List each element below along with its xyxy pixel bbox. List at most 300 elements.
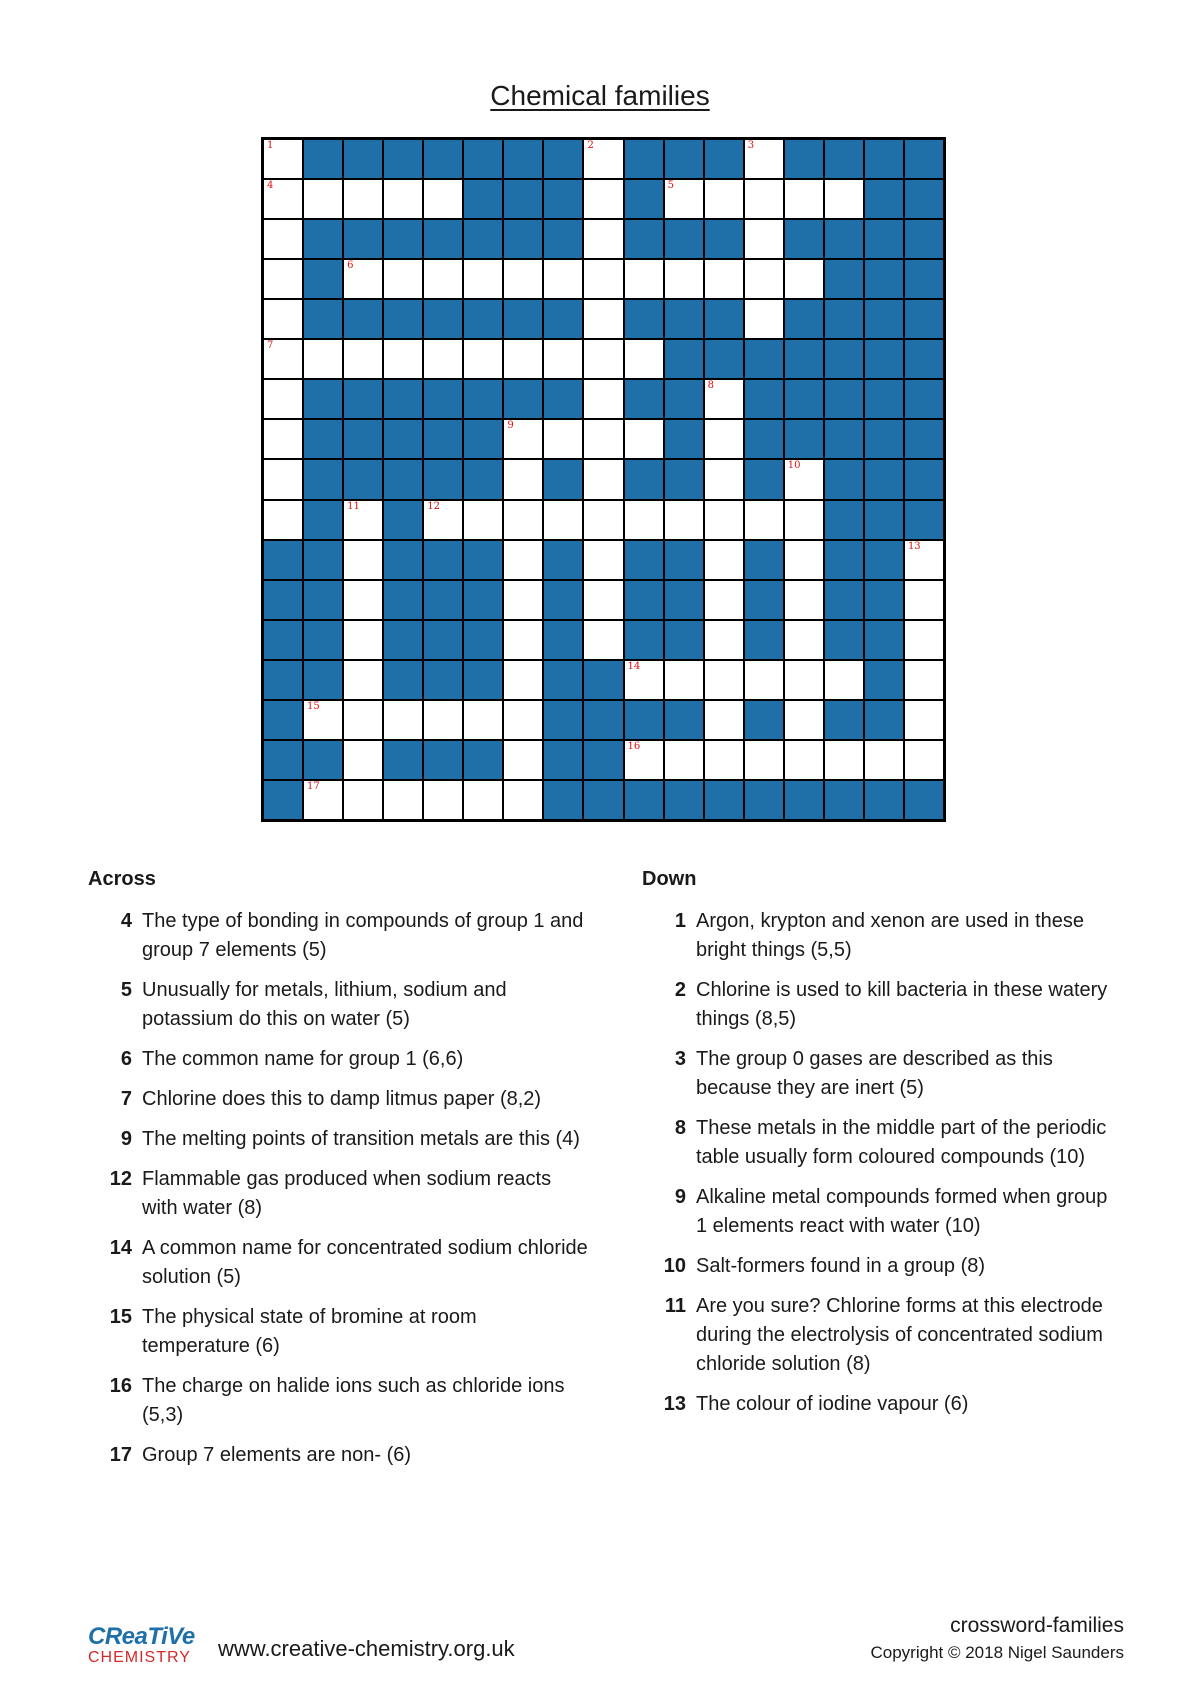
clue-number-label: 10 (787, 460, 801, 472)
grid-cell-filled (904, 299, 944, 339)
grid-cell-filled (824, 780, 864, 820)
grid-cell-filled (864, 700, 904, 740)
across-clue (88, 1372, 588, 1430)
worksheet-code: crossword-families (950, 1614, 1124, 1637)
clue-number-label: 11 (347, 500, 360, 512)
grid-cell-empty[interactable] (704, 419, 744, 459)
page-title: Chemical families (490, 80, 710, 111)
grid-cell-empty[interactable] (704, 540, 744, 580)
grid-cell-empty[interactable] (904, 700, 944, 740)
grid-cell-empty[interactable] (744, 299, 784, 339)
down-clues (642, 868, 1122, 1430)
grid-cell-empty[interactable] (263, 379, 303, 419)
clue-number: 16 (109, 1375, 132, 1397)
grid-cell-filled (423, 219, 463, 259)
grid-cell-filled (864, 459, 904, 499)
across-clue (88, 1234, 588, 1292)
grid-cell-empty[interactable] (744, 179, 784, 219)
clue-number-label: 7 (267, 340, 274, 352)
grid-cell-empty[interactable] (664, 259, 704, 299)
clue-number: 3 (674, 1048, 686, 1070)
clue-number-label: 16 (627, 740, 641, 752)
grid-cell-filled (263, 780, 303, 820)
grid-cell-empty[interactable] (784, 700, 824, 740)
grid-cell-filled (744, 540, 784, 580)
grid-cell-filled (303, 580, 343, 620)
clue-number-label: 1 (267, 140, 274, 151)
grid-cell-filled (864, 419, 904, 459)
grid-cell-empty[interactable] (664, 660, 704, 700)
grid-cell-filled (824, 419, 864, 459)
grid-cell-filled (423, 540, 463, 580)
grid-cell-filled (784, 339, 824, 379)
grid-cell-empty[interactable] (263, 419, 303, 459)
crossword-grid[interactable] (261, 137, 946, 822)
grid-cell-empty[interactable] (864, 740, 904, 780)
grid-cell-filled (864, 299, 904, 339)
grid-cell-empty[interactable] (423, 179, 463, 219)
grid-cell-empty[interactable] (583, 379, 623, 419)
grid-cell-empty[interactable] (463, 339, 503, 379)
grid-cell-filled (423, 379, 463, 419)
grid-cell-empty[interactable] (423, 780, 463, 820)
down-clue (642, 1114, 1122, 1172)
grid-cell-empty[interactable] (583, 339, 623, 379)
grid-cell-empty[interactable] (744, 660, 784, 700)
grid-cell-filled (624, 580, 664, 620)
grid-cell-filled (543, 620, 583, 660)
grid-cell-empty[interactable] (744, 500, 784, 540)
grid-cell-filled (583, 780, 623, 820)
grid-cell-empty[interactable] (463, 259, 503, 299)
grid-cell-empty[interactable] (303, 700, 343, 740)
grid-cell-filled (543, 660, 583, 700)
footer-info (870, 1612, 1124, 1666)
grid-cell-empty[interactable] (503, 700, 543, 740)
grid-cell-filled (343, 419, 383, 459)
grid-cell-empty[interactable] (583, 620, 623, 660)
grid-cell-empty[interactable] (824, 660, 864, 700)
grid-cell-empty[interactable] (704, 740, 744, 780)
grid-cell-empty[interactable] (704, 500, 744, 540)
grid-cell-filled (824, 620, 864, 660)
grid-cell-empty[interactable] (263, 259, 303, 299)
grid-cell-empty[interactable] (784, 580, 824, 620)
grid-cell-empty[interactable] (503, 339, 543, 379)
grid-cell-filled (463, 419, 503, 459)
grid-cell-filled (744, 379, 784, 419)
clue-number: 12 (109, 1168, 132, 1190)
grid-cell-empty[interactable] (543, 259, 583, 299)
grid-cell-filled (904, 139, 944, 179)
clue-number-label: 6 (347, 260, 354, 272)
grid-cell-filled (784, 299, 824, 339)
grid-cell-empty[interactable] (343, 540, 383, 580)
across-clue (88, 1125, 588, 1154)
grid-cell-filled (784, 419, 824, 459)
grid-cell-filled (664, 299, 704, 339)
down-clue (642, 1045, 1122, 1103)
across-clue (88, 1303, 588, 1361)
grid-cell-filled (423, 660, 463, 700)
grid-cell-empty[interactable] (784, 179, 824, 219)
grid-cell-empty[interactable] (784, 259, 824, 299)
grid-cell-empty[interactable] (503, 540, 543, 580)
grid-cell-empty[interactable] (664, 740, 704, 780)
grid-cell-filled (664, 780, 704, 820)
grid-cell-filled (543, 540, 583, 580)
grid-cell-filled (904, 379, 944, 419)
down-clue (642, 907, 1122, 965)
clue-text: Argon, krypton and xenon are used in these bright things (5,5) (696, 910, 1085, 961)
grid-cell-empty[interactable] (343, 620, 383, 660)
grid-cell-filled (543, 219, 583, 259)
grid-cell-filled (624, 219, 664, 259)
grid-cell-filled (624, 700, 664, 740)
clue-number-label: 2 (587, 140, 594, 151)
grid-cell-filled (744, 620, 784, 660)
clue-number-label: 15 (307, 700, 320, 712)
grid-cell-filled (704, 219, 744, 259)
clue-number: 7 (120, 1088, 132, 1110)
grid-cell-empty[interactable] (423, 700, 463, 740)
grid-cell-filled (904, 780, 944, 820)
grid-cell-filled (463, 219, 503, 259)
grid-cell-filled (624, 299, 664, 339)
clue-number: 2 (674, 979, 686, 1001)
grid-cell-filled (383, 580, 423, 620)
grid-cell-empty[interactable] (583, 419, 623, 459)
grid-cell-empty[interactable] (303, 780, 343, 820)
grid-cell-empty[interactable] (543, 500, 583, 540)
across-heading: Across (88, 868, 156, 890)
grid-cell-filled (543, 459, 583, 499)
grid-cell-empty[interactable] (583, 179, 623, 219)
grid-cell-filled (263, 620, 303, 660)
clue-number: 14 (109, 1237, 132, 1259)
grid-cell-empty[interactable] (543, 419, 583, 459)
grid-cell-empty[interactable] (744, 139, 784, 179)
grid-cell-filled (303, 660, 343, 700)
grid-cell-filled (824, 259, 864, 299)
grid-cell-filled (383, 459, 423, 499)
grid-cell-empty[interactable] (784, 500, 824, 540)
grid-cell-filled (303, 379, 343, 419)
creative-chemistry-logo (88, 1625, 200, 1667)
across-clue (88, 1045, 588, 1074)
grid-cell-filled (664, 700, 704, 740)
grid-cell-empty[interactable] (904, 660, 944, 700)
grid-cell-filled (303, 259, 343, 299)
grid-cell-empty[interactable] (263, 179, 303, 219)
clue-text: Group 7 elements are non- (6) (142, 1444, 412, 1466)
grid-cell-empty[interactable] (583, 139, 623, 179)
clue-number: 1 (674, 910, 686, 932)
grid-cell-filled (664, 459, 704, 499)
grid-cell-filled (624, 780, 664, 820)
grid-cell-filled (503, 299, 543, 339)
grid-cell-filled (463, 580, 503, 620)
clue-number: 9 (674, 1186, 686, 1208)
across-clue (88, 907, 588, 965)
grid-cell-empty[interactable] (624, 660, 664, 700)
grid-cell-empty[interactable] (383, 780, 423, 820)
grid-cell-filled (343, 459, 383, 499)
grid-cell-empty[interactable] (583, 259, 623, 299)
grid-cell-empty[interactable] (904, 540, 944, 580)
grid-cell-empty[interactable] (463, 700, 503, 740)
grid-cell-empty[interactable] (744, 259, 784, 299)
grid-cell-empty[interactable] (303, 339, 343, 379)
grid-cell-empty[interactable] (383, 339, 423, 379)
clue-number: 13 (663, 1393, 686, 1415)
grid-cell-filled (864, 339, 904, 379)
grid-cell-empty[interactable] (704, 700, 744, 740)
grid-cell-filled (664, 139, 704, 179)
grid-cell-empty[interactable] (704, 459, 744, 499)
grid-cell-empty[interactable] (624, 419, 664, 459)
grid-cell-empty[interactable] (664, 500, 704, 540)
grid-cell-filled (503, 219, 543, 259)
grid-cell-filled (824, 459, 864, 499)
grid-cell-filled (624, 459, 664, 499)
grid-cell-filled (503, 379, 543, 419)
grid-cell-empty[interactable] (704, 179, 744, 219)
grid-cell-filled (904, 419, 944, 459)
grid-cell-filled (664, 580, 704, 620)
grid-cell-empty[interactable] (664, 179, 704, 219)
grid-cell-filled (824, 139, 864, 179)
grid-cell-filled (463, 379, 503, 419)
grid-cell-empty[interactable] (423, 500, 463, 540)
grid-cell-filled (744, 700, 784, 740)
grid-cell-filled (904, 339, 944, 379)
grid-cell-filled (904, 459, 944, 499)
grid-cell-filled (303, 299, 343, 339)
grid-cell-filled (383, 660, 423, 700)
down-clue (642, 1292, 1122, 1379)
grid-cell-filled (423, 740, 463, 780)
grid-cell-empty[interactable] (583, 219, 623, 259)
grid-cell-empty[interactable] (343, 580, 383, 620)
clue-text: Flammable gas produced when sodium reacts with water (8) (142, 1168, 552, 1219)
grid-cell-filled (784, 219, 824, 259)
grid-cell-empty[interactable] (343, 500, 383, 540)
clue-number: 9 (120, 1128, 132, 1150)
clue-text: Salt-formers found in a group (8) (696, 1255, 986, 1277)
clue-text: The physical state of bromine at room temperature (6) (142, 1306, 477, 1357)
grid-cell-filled (383, 740, 423, 780)
grid-cell-empty[interactable] (503, 780, 543, 820)
grid-cell-filled (343, 139, 383, 179)
clue-number-label: 5 (667, 180, 674, 192)
grid-cell-empty[interactable] (503, 459, 543, 499)
grid-cell-filled (543, 580, 583, 620)
clue-number-label: 17 (307, 780, 320, 792)
grid-cell-filled (864, 219, 904, 259)
clue-number-label: 12 (427, 500, 440, 512)
down-clue (642, 1183, 1122, 1241)
grid-cell-empty[interactable] (784, 740, 824, 780)
grid-cell-filled (864, 580, 904, 620)
grid-cell-empty[interactable] (784, 660, 824, 700)
grid-cell-empty[interactable] (343, 179, 383, 219)
grid-cell-filled (303, 740, 343, 780)
grid-cell-empty[interactable] (423, 259, 463, 299)
grid-cell-empty[interactable] (744, 740, 784, 780)
grid-cell-empty[interactable] (263, 299, 303, 339)
grid-cell-empty[interactable] (904, 620, 944, 660)
grid-cell-filled (503, 179, 543, 219)
grid-cell-filled (744, 339, 784, 379)
grid-cell-filled (543, 179, 583, 219)
grid-cell-empty[interactable] (583, 459, 623, 499)
grid-cell-empty[interactable] (904, 740, 944, 780)
grid-cell-empty[interactable] (624, 259, 664, 299)
clue-text: The melting points of transition metals are this (4) (142, 1128, 580, 1150)
clue-text: The common name for group 1 (6,6) (142, 1048, 464, 1070)
website-link[interactable]: www.creative-chemistry.org.uk (218, 1636, 515, 1661)
copyright-notice: Copyright © 2018 Nigel Saunders (870, 1643, 1124, 1662)
grid-cell-empty[interactable] (263, 219, 303, 259)
grid-cell-filled (704, 139, 744, 179)
grid-cell-empty[interactable] (503, 500, 543, 540)
grid-cell-filled (543, 740, 583, 780)
grid-cell-empty[interactable] (263, 339, 303, 379)
grid-cell-filled (423, 299, 463, 339)
grid-cell-empty[interactable] (503, 620, 543, 660)
grid-cell-empty[interactable] (343, 339, 383, 379)
grid-cell-filled (383, 299, 423, 339)
grid-cell-filled (303, 419, 343, 459)
grid-cell-filled (543, 780, 583, 820)
grid-cell-filled (904, 500, 944, 540)
grid-cell-empty[interactable] (904, 580, 944, 620)
grid-cell-filled (704, 299, 744, 339)
grid-cell-empty[interactable] (583, 580, 623, 620)
grid-cell-empty[interactable] (263, 139, 303, 179)
grid-cell-filled (624, 379, 664, 419)
clue-text: Chlorine does this to damp litmus paper (8,2) (142, 1088, 542, 1110)
grid-cell-filled (463, 740, 503, 780)
grid-cell-empty[interactable] (463, 500, 503, 540)
clue-number-label: 4 (267, 180, 274, 192)
grid-cell-empty[interactable] (583, 540, 623, 580)
grid-cell-empty[interactable] (583, 500, 623, 540)
grid-cell-filled (543, 700, 583, 740)
grid-cell-filled (824, 339, 864, 379)
grid-cell-empty[interactable] (824, 179, 864, 219)
grid-cell-filled (864, 660, 904, 700)
grid-cell-filled (664, 339, 704, 379)
grid-cell-filled (864, 179, 904, 219)
grid-cell-empty[interactable] (704, 620, 744, 660)
clue-number: 4 (120, 910, 132, 932)
grid-cell-filled (784, 780, 824, 820)
grid-cell-filled (704, 339, 744, 379)
grid-cell-filled (463, 139, 503, 179)
grid-cell-empty[interactable] (583, 299, 623, 339)
grid-cell-empty[interactable] (503, 660, 543, 700)
grid-cell-filled (423, 620, 463, 660)
grid-cell-empty[interactable] (784, 459, 824, 499)
grid-cell-empty[interactable] (263, 459, 303, 499)
grid-cell-empty[interactable] (343, 700, 383, 740)
grid-cell-empty[interactable] (503, 419, 543, 459)
grid-cell-empty[interactable] (704, 580, 744, 620)
grid-cell-empty[interactable] (343, 740, 383, 780)
grid-cell-filled (463, 299, 503, 339)
logo-line-2: CHEMISTRY (88, 1649, 191, 1666)
grid-cell-filled (463, 620, 503, 660)
grid-cell-filled (263, 740, 303, 780)
grid-cell-empty[interactable] (704, 379, 744, 419)
grid-cell-empty[interactable] (303, 179, 343, 219)
grid-cell-empty[interactable] (383, 259, 423, 299)
clue-text: Unusually for metals, lithium, sodium and potassium do this on water (5) (142, 979, 507, 1030)
clue-number: 15 (109, 1306, 132, 1328)
grid-cell-filled (583, 740, 623, 780)
grid-cell-filled (303, 620, 343, 660)
grid-cell-empty[interactable] (463, 780, 503, 820)
grid-cell-empty[interactable] (383, 179, 423, 219)
grid-cell-empty[interactable] (744, 219, 784, 259)
down-heading: Down (642, 868, 697, 890)
grid-cell-filled (704, 780, 744, 820)
grid-cell-filled (343, 219, 383, 259)
grid-cell-filled (784, 379, 824, 419)
grid-cell-filled (423, 139, 463, 179)
across-clues (88, 868, 588, 1481)
grid-cell-empty[interactable] (383, 700, 423, 740)
grid-cell-empty[interactable] (624, 339, 664, 379)
grid-cell-empty[interactable] (543, 339, 583, 379)
logo-line-1: CReaTiVe (88, 1623, 195, 1650)
grid-cell-empty[interactable] (343, 259, 383, 299)
grid-cell-empty[interactable] (503, 580, 543, 620)
down-clue (642, 1252, 1122, 1281)
grid-cell-empty[interactable] (624, 500, 664, 540)
grid-cell-filled (824, 379, 864, 419)
grid-cell-filled (744, 419, 784, 459)
grid-cell-empty[interactable] (263, 500, 303, 540)
grid-cell-filled (664, 620, 704, 660)
grid-cell-filled (904, 259, 944, 299)
grid-cell-empty[interactable] (503, 259, 543, 299)
grid-cell-filled (744, 459, 784, 499)
grid-cell-filled (383, 419, 423, 459)
grid-cell-filled (383, 620, 423, 660)
clue-text: Are you sure? Chlorine forms at this electrode during the electrolysis of concentrated sodium chloride solution (8) (696, 1295, 1103, 1375)
grid-cell-empty[interactable] (784, 620, 824, 660)
grid-cell-empty[interactable] (343, 660, 383, 700)
grid-cell-filled (864, 540, 904, 580)
grid-cell-empty[interactable] (423, 339, 463, 379)
grid-cell-filled (664, 219, 704, 259)
grid-cell-empty[interactable] (624, 740, 664, 780)
clue-number: 11 (664, 1295, 686, 1317)
grid-cell-filled (263, 700, 303, 740)
grid-cell-empty[interactable] (704, 660, 744, 700)
grid-cell-empty[interactable] (343, 780, 383, 820)
clue-text: Chlorine is used to kill bacteria in these watery things (8,5) (696, 979, 1108, 1030)
grid-cell-empty[interactable] (824, 740, 864, 780)
grid-cell-empty[interactable] (704, 259, 744, 299)
grid-cell-filled (383, 500, 423, 540)
grid-cell-empty[interactable] (503, 740, 543, 780)
grid-cell-empty[interactable] (784, 540, 824, 580)
grid-cell-filled (423, 459, 463, 499)
